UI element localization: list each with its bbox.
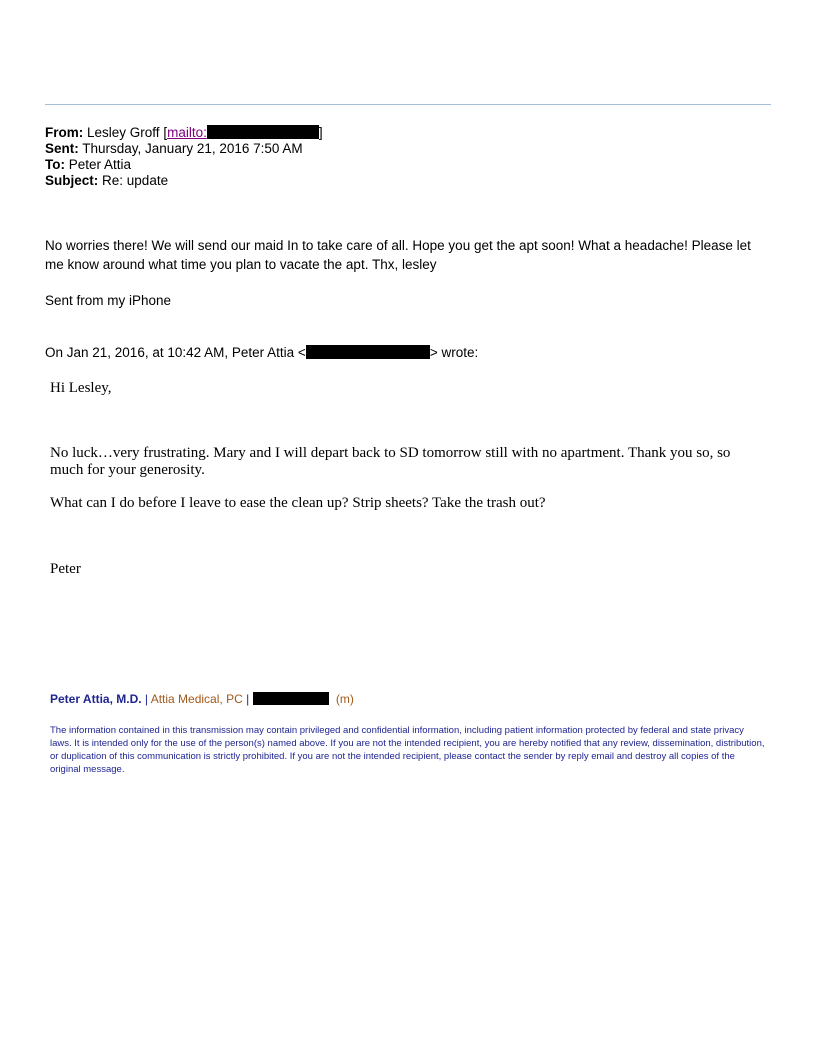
email-header <box>45 125 323 189</box>
mailto-close: ] <box>318 125 323 140</box>
from-name: Lesley Groff <box>87 125 160 140</box>
reply-paragraph: No worries there! We will send our maid In to take care of all. Hope you get the apt soon! What a headache! Please let me know around what time you plan to vacate the apt. Thx, lesley <box>45 238 751 272</box>
quoted-paragraph-2: What can I do before I leave to ease the clean up? Strip sheets? Take the trash out? <box>50 495 546 511</box>
header-divider <box>45 104 771 105</box>
sent-line <box>45 141 323 157</box>
subject-line <box>45 173 323 189</box>
subject-label: Subject: <box>45 173 99 188</box>
quote-intro <box>45 343 771 362</box>
from-label: From: <box>45 125 84 140</box>
redacted-email <box>306 345 430 359</box>
sent-label: Sent: <box>45 141 79 156</box>
quoted-paragraph-1: No luck…very frustrating. Mary and I will depart back to SD tomorrow still with no apartment. Thank you so, so much for your generosity. <box>50 445 731 478</box>
signature-company: Attia Medical, PC <box>150 692 243 706</box>
mailto-link[interactable]: mailto: <box>167 125 207 140</box>
sent-value: Thursday, January 21, 2016 7:50 AM <box>82 141 303 156</box>
subject-value: Re: update <box>102 173 169 188</box>
quoted-signoff: Peter <box>50 561 81 577</box>
confidentiality-disclaimer: The information contained in this transmission may contain privileged and confidential information, including patient information protected by federal and state privacy laws. It is intended only for the use of the person(s) named above. If you are not the intended recipient, you are hereby notified that any review, dissemination, distribution, or duplication of this communication is strictly prohibited. If you are not the intended recipient, please contact the sender by reply email and destroy all copies of the original message. <box>50 725 765 775</box>
signature-separator: | <box>242 692 253 706</box>
redacted-email <box>207 125 319 139</box>
signature-separator: | <box>141 692 151 706</box>
email-signature <box>50 692 354 706</box>
signature-mobile-suffix: (m) <box>335 692 354 706</box>
from-line <box>45 125 323 141</box>
redacted-phone <box>253 692 329 705</box>
quoted-greeting: Hi Lesley, <box>50 380 112 396</box>
to-line <box>45 157 323 173</box>
quote-intro-before: On Jan 21, 2016, at 10:42 AM, Peter Attia < <box>45 345 306 360</box>
signature-name: Peter Attia, M.D. <box>50 692 142 706</box>
to-value: Peter Attia <box>68 157 132 172</box>
sent-from-iphone: Sent from my iPhone <box>45 293 172 308</box>
quote-intro-after: > wrote: <box>429 345 479 360</box>
to-label: To: <box>45 157 65 172</box>
mailto-open: [ <box>163 125 168 140</box>
